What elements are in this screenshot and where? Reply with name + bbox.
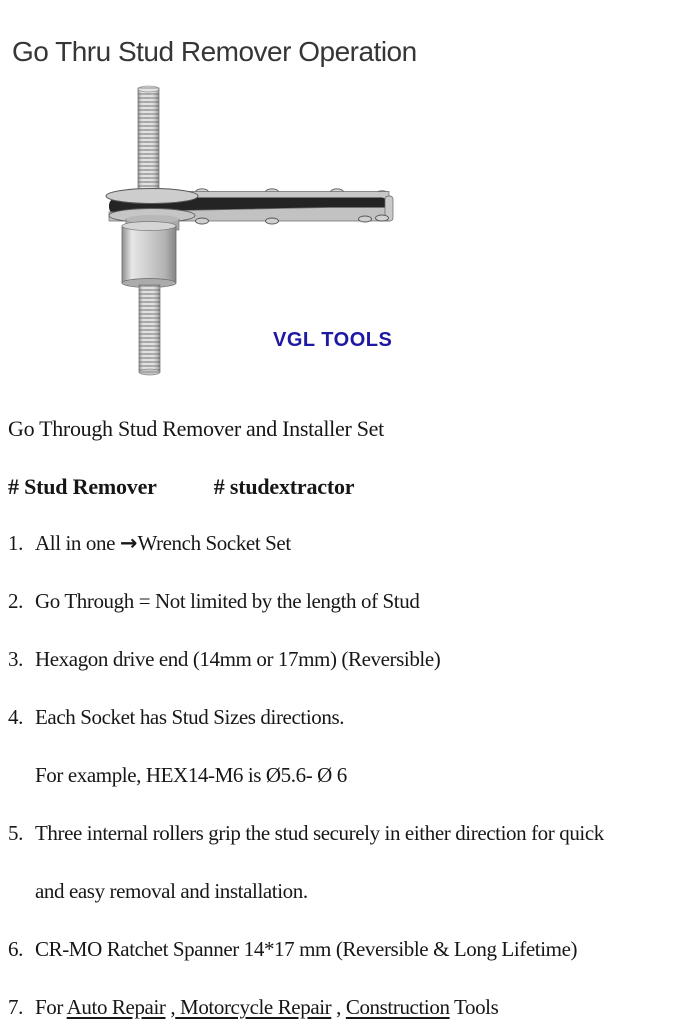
hashtag-stud-remover: # Stud Remover bbox=[8, 474, 157, 499]
feature-list bbox=[8, 514, 674, 1036]
stud-bottom bbox=[139, 285, 160, 375]
underlined-text: Motorcycle Repair bbox=[175, 995, 332, 1019]
list-item-line bbox=[8, 630, 674, 688]
list-item-number: 6. bbox=[8, 937, 23, 961]
list-item-line bbox=[8, 804, 674, 862]
list-item-text: All in one →Wrench Socket Set bbox=[35, 531, 291, 555]
list-item-text: CR-MO Ratchet Spanner 14*17 mm (Reversible & Long Lifetime) bbox=[35, 937, 578, 961]
list-item-text: Hexagon drive end (14mm or 17mm) (Reversible) bbox=[35, 647, 441, 671]
list-item-line bbox=[8, 514, 674, 572]
list-item-number: 1. bbox=[8, 531, 23, 555]
brand-text: VGL TOOLS bbox=[273, 329, 393, 351]
page-title: Go Thru Stud Remover Operation bbox=[12, 36, 417, 67]
socket-cylinder bbox=[122, 222, 176, 288]
arrow-icon: → bbox=[119, 531, 138, 555]
list-item-line bbox=[8, 920, 674, 978]
list-item-number bbox=[8, 746, 35, 804]
list-item-number: 4. bbox=[8, 705, 23, 729]
list-item-line bbox=[8, 978, 674, 1036]
hashtag-studextractor: # studextractor bbox=[213, 474, 355, 499]
list-item-number: 3. bbox=[8, 647, 23, 671]
hashtag-line bbox=[8, 458, 354, 516]
stud-top bbox=[138, 86, 159, 193]
list-item-line bbox=[8, 688, 674, 746]
list-item-number: 5. bbox=[8, 821, 23, 845]
underlined-text: Auto Repair bbox=[66, 995, 166, 1019]
list-item-text: For Auto Repair , Motorcycle Repair , Construction Tools bbox=[35, 995, 499, 1019]
underlined-text: Construction bbox=[345, 995, 450, 1019]
list-item-line bbox=[8, 862, 674, 920]
product-image bbox=[95, 85, 395, 380]
product-heading: Go Through Stud Remover and Installer Set bbox=[8, 416, 384, 441]
list-item-line bbox=[8, 572, 674, 630]
list-item-number: 7. bbox=[8, 995, 23, 1019]
list-item-text: and easy removal and installation. bbox=[35, 879, 308, 903]
list-item-text: Each Socket has Stud Sizes directions. bbox=[35, 705, 345, 729]
list-item-text: Go Through = Not limited by the length of Stud bbox=[35, 589, 420, 613]
list-item-line bbox=[8, 746, 674, 804]
list-item-number: 2. bbox=[8, 589, 23, 613]
list-item-text: Three internal rollers grip the stud securely in either direction for quick bbox=[35, 821, 604, 845]
list-item-text: For example, HEX14-M6 is Ø5.6- Ø 6 bbox=[35, 763, 347, 787]
list-item-number bbox=[8, 862, 35, 920]
